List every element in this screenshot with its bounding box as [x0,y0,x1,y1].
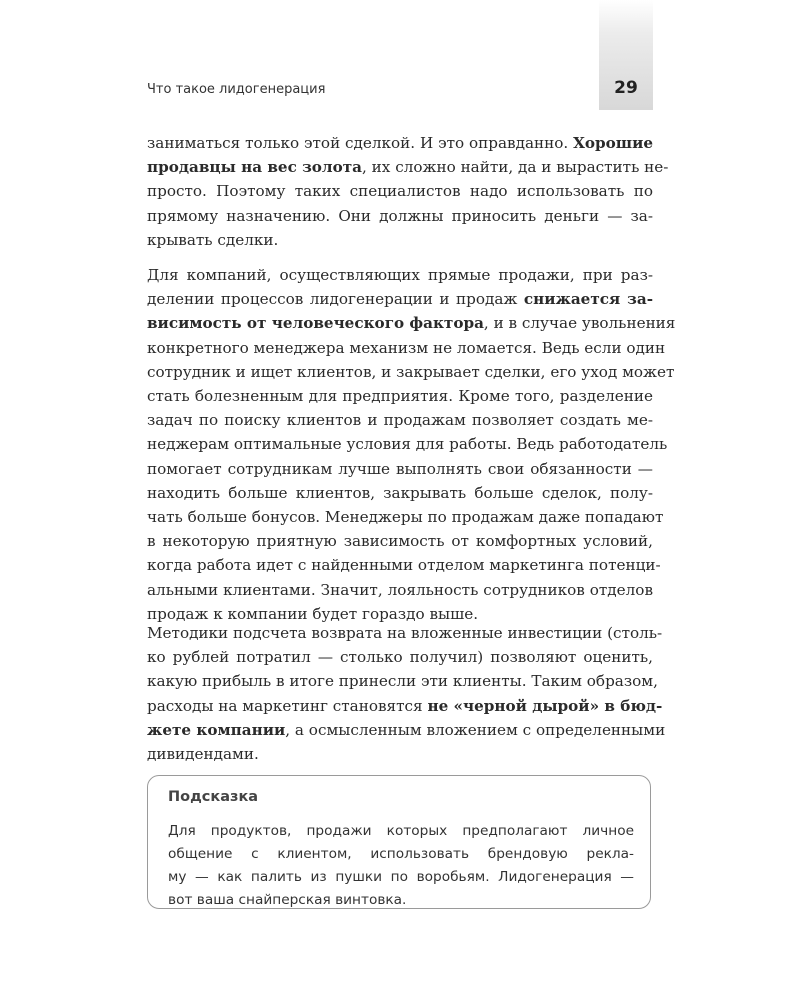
text-line: висимость от человеческого фактора, и в случае увольнения [147,314,676,333]
text-line: делении процессов лидогенерации и продаж снижается за- [147,290,653,309]
text-line: неджерам оптимальные условия для работы. Ведь работодатель [147,435,668,454]
tip-line: общение с клиентом, использовать брендовую рекла- [168,846,634,862]
text-line: в некоторую приятную зависимость от комфортных условий, [147,532,653,551]
text-line: альными клиентами. Значит, лояльность сотрудников отделов [147,580,653,599]
text-line: продавцы на вес золота, их сложно найти, да и вырастить не- [147,158,669,177]
tip-line: му — как палить из пушки по воробьям. Лидогенерация — [168,869,634,885]
text-line: находить больше клиентов, закрывать больше сделок, полу- [147,483,653,502]
text-line: помогает сотрудникам лучше выполнять свои обязанности — [147,459,653,478]
running-title: Что такое лидогенерация [147,82,326,97]
text-line: конкретного менеджера механизм не ломается. Ведь если один [147,338,666,357]
text-line: дивидендами. [147,745,259,764]
text-line: прямому назначению. Они должны приносить деньги — за- [147,206,653,225]
text-line: чать больше бонусов. Менеджеры по продажам даже попадают [147,508,664,527]
text-line: жете компании, а осмысленным вложением с определенными [147,720,666,739]
text-line: Методики подсчета возврата на вложенные инвестиции (столь- [147,624,663,642]
text-line: заниматься только этой сделкой. И это оправданно. Хорошие [147,134,653,152]
text-line: расходы на маркетинг становятся не «черной дырой» в бюд- [147,696,663,715]
text-line: просто. Поэтому таких специалистов надо использовать по [147,182,653,201]
page-number: 29 [614,78,638,98]
tip-line: вот ваша снайперская винтовка. [168,892,407,908]
text-line: продаж к компании будет гораздо выше. [147,604,479,623]
paragraph-1 [147,131,669,252]
text-line: Для компаний, осуществляющих прямые продажи, при раз- [147,266,653,284]
text-line: когда работа идет с найденными отделом маркетинга потенци- [147,556,661,575]
paragraph-3 [147,621,666,766]
tip-line: Для продуктов, продажи которых предполагают личное [168,823,634,839]
tip-body [168,820,634,912]
tip-box [147,775,651,909]
text-line: ко рублей потратил — столько получил) позволяют оценить, [147,648,653,667]
paragraph-2 [147,263,676,626]
text-line: стать болезненным для предприятия. Кроме того, разделение [147,387,653,406]
text-line: сотрудник и ищет клиентов, и закрывает сделки, его уход может [147,362,675,381]
text-line: крывать сделки. [147,230,279,249]
text-line: задач по поиску клиентов и продажам позволяет создать ме- [147,411,653,430]
text-line: какую прибыль в итоге принесли эти клиенты. Таким образом, [147,672,658,691]
tip-title: Подсказка [168,789,259,805]
